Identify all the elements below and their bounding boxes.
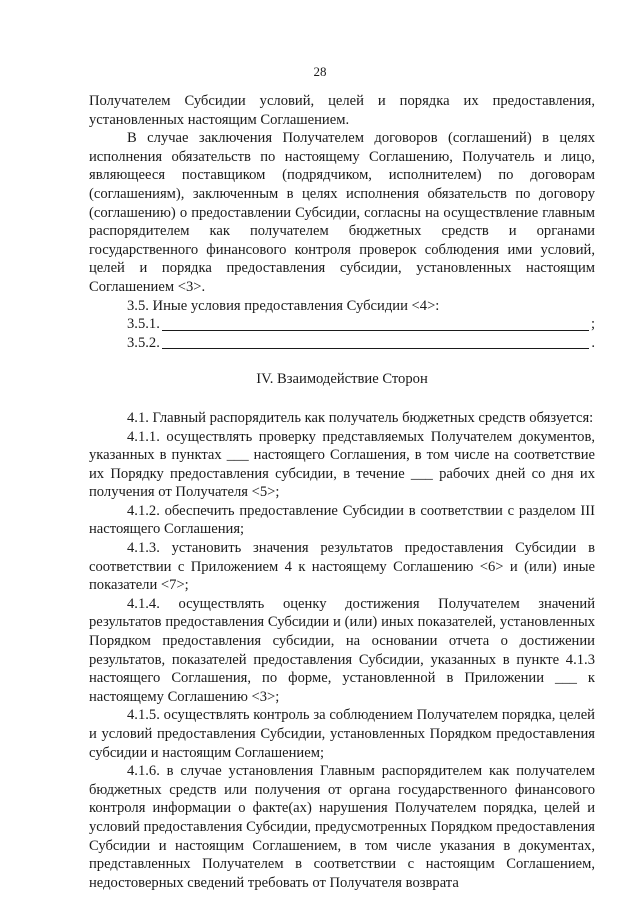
- paragraph-4-1-3: 4.1.3. установить значения результатов предоставления Субсидии в соответствии с Приложением 4 к настоящему Соглашению <6> и (или) иные показатели <7>;: [89, 540, 595, 594]
- fill-line-label: 3.5.2.: [127, 334, 160, 351]
- fill-line-label: 3.5.1.: [127, 316, 160, 333]
- paragraph-4-1-6: 4.1.6. в случае установления Главным распорядителем как получателем бюджетных средств или получения от органа государственного финансового контроля информации о факте(ах) нарушения Получателем порядка, целей и условий предоставления Субсидии, предусмотренных Порядком предоставления Субсидии и настоящим Соглашением, в том числе указания в документах, представленных Получателем в соответствии с настоящим Соглашением, недостоверных сведений требовать от Получателя возврата: [89, 763, 595, 891]
- document-body: [89, 92, 595, 892]
- fill-line-blank: [162, 316, 589, 331]
- paragraph-4-1-2: 4.1.2. обеспечить предоставление Субсидии в соответствии с разделом III настоящего Соглашения;: [89, 502, 595, 538]
- paragraph-4-1-5: 4.1.5. осуществлять контроль за соблюдением Получателем порядка, целей и условий предоставления Субсидии, установленных Порядком предоставления субсидии и настоящим Соглашением;: [89, 707, 595, 761]
- fill-line-3-5-2: [89, 334, 595, 353]
- paragraph-3-5: 3.5. Иные условия предоставления Субсидии <4>:: [127, 297, 440, 314]
- fill-line-end: .: [591, 334, 595, 351]
- fill-line-end: ;: [590, 316, 595, 333]
- section-title: IV. Взаимодействие Сторон: [256, 371, 428, 388]
- paragraph-4-1-4: 4.1.4. осуществлять оценку достижения Получателем значений результатов предоставления Субсидии и (или) иных показателей, установленных Порядком предоставления субсидии, на основании отчета о достижении результатов, показателей предоставления Субсидии, указанных в пункте 4.1.3 настоящего Соглашения, по форме, установленной в Приложении ___ к настоящему Соглашению <3>;: [89, 595, 595, 705]
- paragraph-4-1: 4.1. Главный распорядитель как получатель бюджетных средств обязуется:: [127, 409, 594, 426]
- paragraph-contracts: В случае заключения Получателем договоров (соглашений) в целях исполнения обязательств по настоящему Соглашению, Получатель и лицо, являющееся поставщиком (подрядчиком, исполнителем) по договорам (соглашениям), заключенным в целях исполнения обязательств по договору (соглашению) о предоставлении Субсидии, согласны на осуществление главным распорядителем как получателем бюджетных средств и органами государственного финансового контроля проверок соблюдения ими условий, целей и порядка предоставления субсидии, установленных настоящим Соглашением <3>.: [89, 130, 595, 295]
- fill-line-3-5-1: [89, 315, 595, 334]
- fill-line-blank: [162, 334, 590, 349]
- paragraph-4-1-1: 4.1.1. осуществлять проверку представляемых Получателем документов, указанных в пунктах ___ настоящего Соглашения, в том числе на соответствие их Порядку предоставления субсидии, в течение ___ рабочих дней со дня их получения от Получателя <5>;: [89, 428, 595, 501]
- page-number: 28: [313, 64, 327, 79]
- paragraph-continuation: Получателем Субсидии условий, целей и порядка их предоставления, установленных настоящим Соглашением.: [89, 93, 595, 128]
